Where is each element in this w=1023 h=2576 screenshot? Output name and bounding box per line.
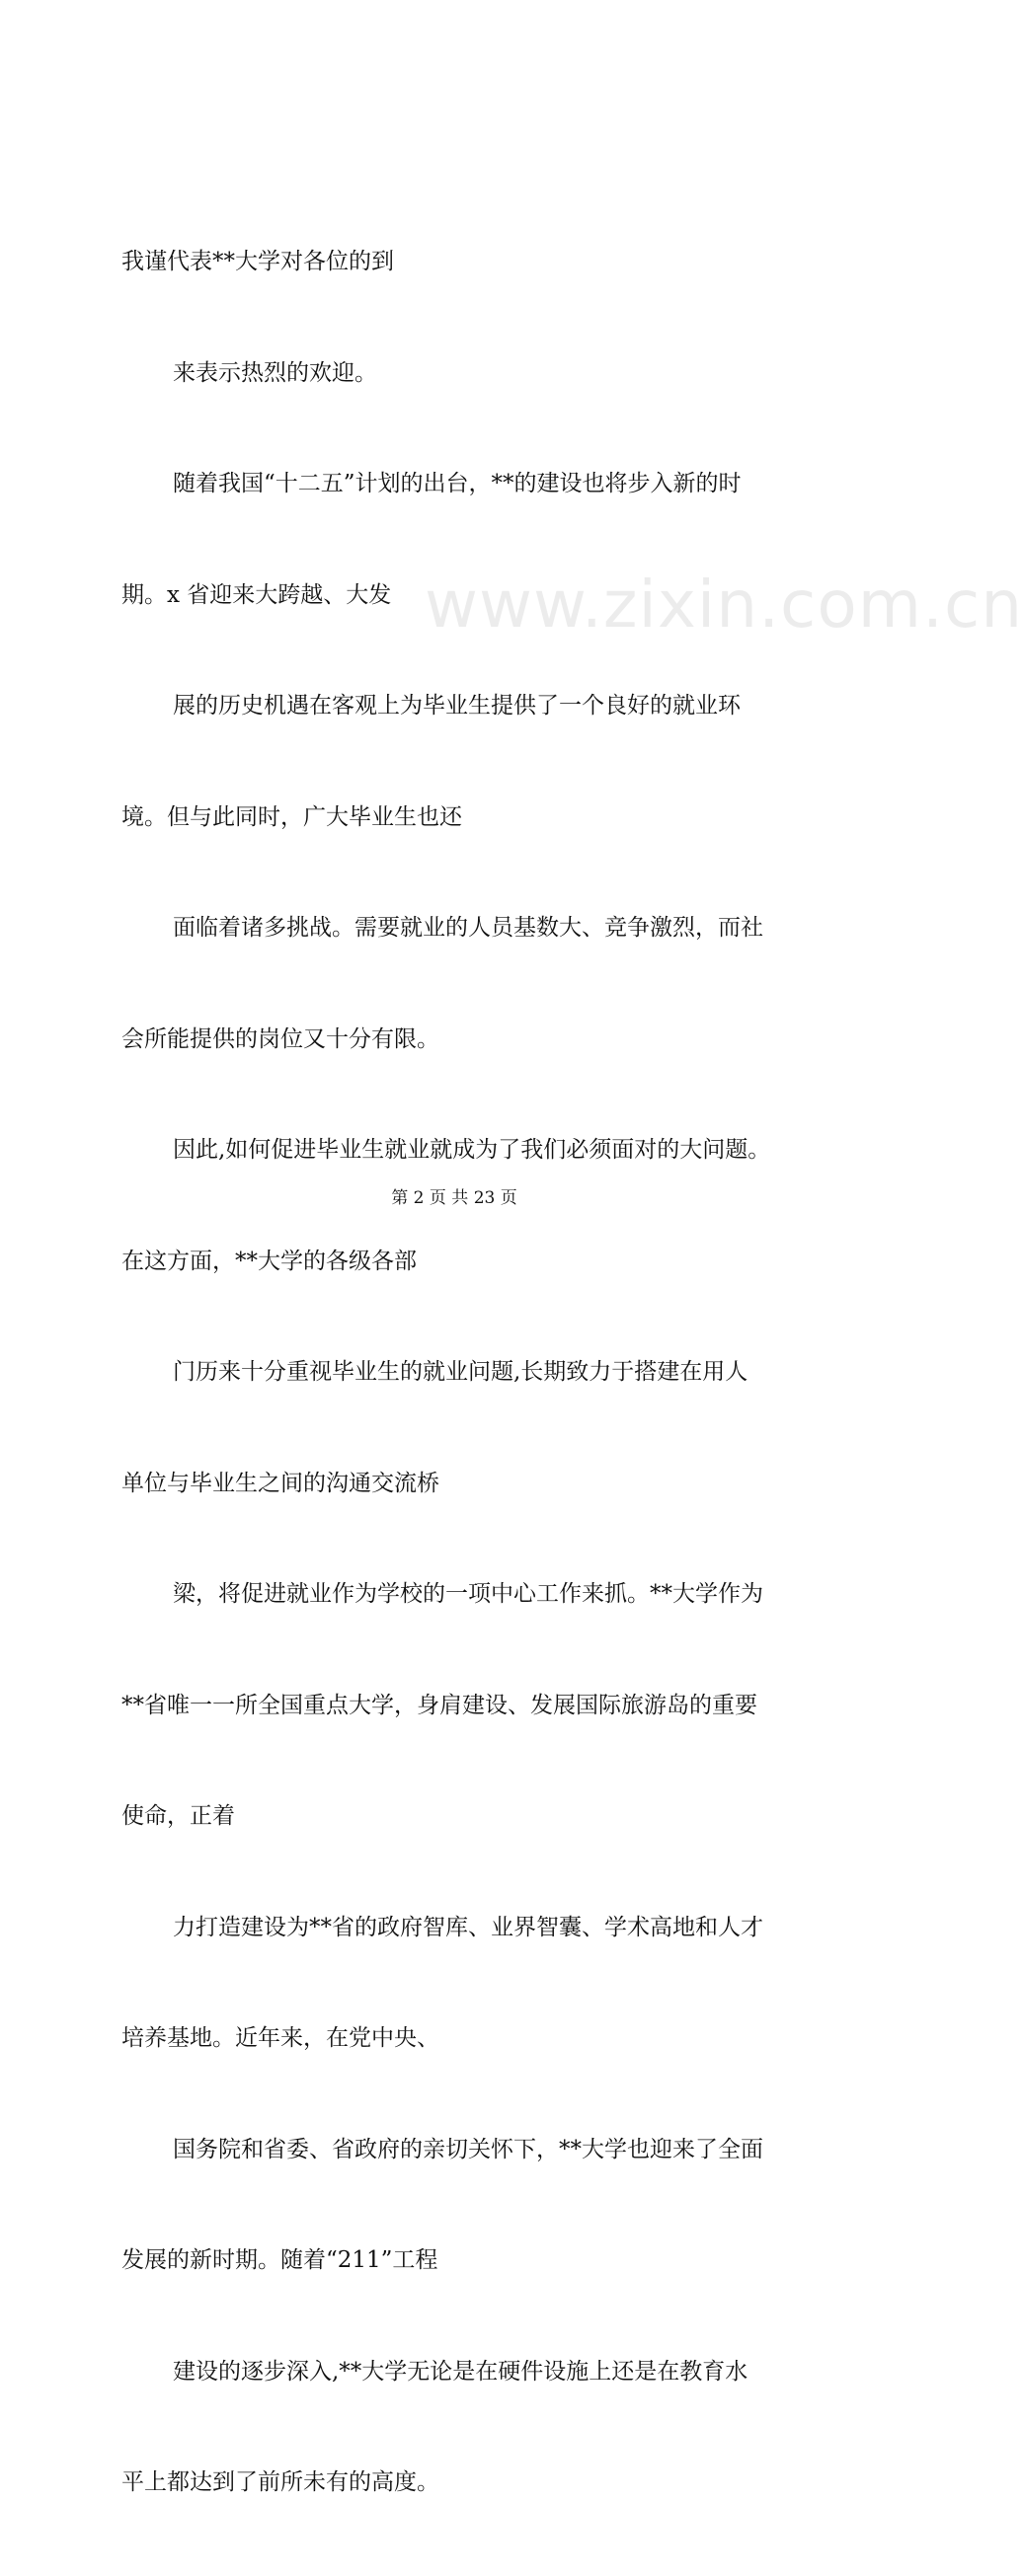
text-line: 培养基地。近年来，在党中央、 xyxy=(121,2025,439,2051)
text-line: 随着我国“十二五”计划的出台，**的建设也将步入新的时 xyxy=(173,471,742,496)
body-text xyxy=(121,170,813,2576)
text-line: 建设的逐步深入,**大学无论是在硬件设施上还是在教育水 xyxy=(173,2358,748,2385)
text-line: 会所能提供的岗位又十分有限。 xyxy=(121,1025,439,1052)
text-line: 境。但与此同时，广大毕业生也还 xyxy=(121,803,462,830)
document-body xyxy=(121,170,813,2576)
text-line: 力打造建设为**省的政府智库、业界智囊、学术高地和人才 xyxy=(173,1914,763,1940)
text-line: 国务院和省委、省政府的亲切关怀下，**大学也迎来了全面 xyxy=(173,2136,763,2162)
watermark: www.zixin.com.cn xyxy=(425,567,1023,643)
text-line: **省唯一一所全国重点大学，身肩建设、发展国际旅游岛的重要 xyxy=(121,1692,757,1718)
text-line: 来表示热烈的欢迎。 xyxy=(173,359,377,386)
text-line: 在这方面，**大学的各级各部 xyxy=(121,1248,417,1274)
text-line: 展的历史机遇在客观上为毕业生提供了一个良好的就业环 xyxy=(173,693,741,719)
text-line: 我谨代表**大学对各位的到 xyxy=(121,249,394,274)
text-line: 期。x 省迎来大跨越、大发 xyxy=(121,581,392,608)
text-line: 发展的新时期。随着“211”工程 xyxy=(121,2247,438,2273)
text-line: 因此,如何促进毕业生就业就成为了我们必须面对的大问题。 xyxy=(173,1137,771,1163)
text-line: 使命，正着 xyxy=(121,1803,235,1829)
text-line: 梁，将促进就业作为学校的一项中心工作来抓。**大学作为 xyxy=(173,1581,763,1607)
page-number: 第 2 页 共 23 页 xyxy=(391,1188,517,1208)
text-line: 单位与毕业生之间的沟通交流桥 xyxy=(121,1470,439,1496)
text-line: 门历来十分重视毕业生的就业问题,长期致力于搭建在用人 xyxy=(173,1359,748,1385)
text-line: 平上都达到了前所未有的高度。 xyxy=(121,2469,439,2495)
text-line: 面临着诸多挑战。需要就业的人员基数大、竞争激烈，而社 xyxy=(173,915,763,941)
